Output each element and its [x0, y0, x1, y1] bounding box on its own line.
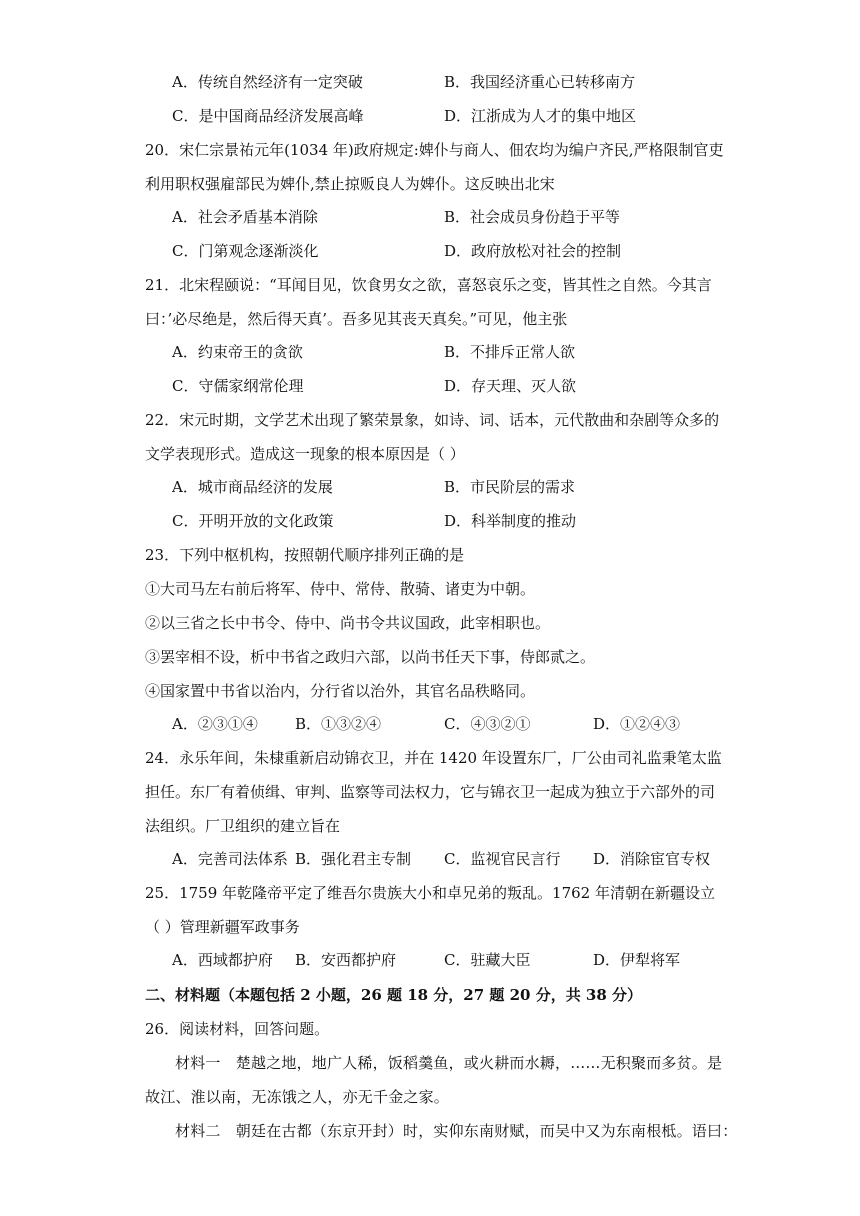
q24-option-a: A．完善司法体系 — [172, 850, 288, 868]
q21-option-c: C．守儒家纲常伦理 — [172, 377, 304, 395]
q20-stem-line-1: 20．宋仁宗景祐元年(1034 年)政府规定:婢仆与商人、佃农均为编户齐民,严格限制官吏 — [145, 141, 724, 159]
q20-option-b: B．社会成员身份趋于平等 — [444, 208, 621, 226]
q19-option-a: A．传统自然经济有一定突破 — [172, 73, 363, 91]
q22-option-d: D．科举制度的推动 — [444, 512, 577, 530]
q24-stem-line-3: 法组织。厂卫组织的建立旨在 — [145, 817, 341, 835]
q21-stem-line-2: 曰：’必尽绝是，然后得天真’。吾多见其丧天真矣。”可见，他主张 — [145, 310, 568, 328]
q20-option-a: A．社会矛盾基本消除 — [172, 208, 318, 226]
q19-option-d: D．江浙成为人才的集中地区 — [444, 107, 637, 125]
q25-stem-line-2: （ ）管理新疆军政事务 — [145, 918, 300, 936]
q23-item-1: ①大司马左右前后将军、侍中、常侍、散骑、诸吏为中朝。 — [145, 580, 536, 598]
q23-option-d: D．①②④③ — [593, 715, 681, 733]
q23-option-a: A．②③①④ — [172, 715, 258, 733]
q24-option-b: B．强化君主专制 — [295, 850, 412, 868]
q21-option-b: B．不排斥正常人欲 — [444, 343, 576, 361]
q21-stem-line-1: 21．北宋程颐说：“耳闻目见，饮食男女之欲，喜怒哀乐之变，皆其性之自然。今其言 — [145, 276, 712, 294]
q23-item-4: ④国家置中书省以治内，分行省以治外，其官名品秩略同。 — [145, 682, 536, 700]
q24-stem-line-1: 24．永乐年间，朱棣重新启动锦衣卫，并在 1420 年设置东厂，厂公由司礼监秉笔太监 — [145, 749, 722, 767]
q25-option-a: A．西域都护府 — [172, 951, 273, 969]
q22-option-c: C．开明开放的文化政策 — [172, 512, 334, 530]
q20-option-c: C．门第观念逐渐淡化 — [172, 242, 319, 260]
q26-material2-line-1: 材料二 朝廷在古都（东京开封）时，实仰东南财赋，而吴中又为东南根柢。语曰： — [175, 1122, 738, 1140]
q25-option-d: D．伊犁将军 — [593, 951, 681, 969]
q23-option-b: B．①③②④ — [295, 715, 382, 733]
section-heading: 二、材料题（本题包括 2 小题，26 题 18 分，27 题 20 分，共 38 分） — [145, 986, 643, 1004]
q25-option-b: B．安西都护府 — [295, 951, 397, 969]
q26-material1-line-2: 故江、淮以南，无冻饿之人，亦无千金之家。 — [145, 1088, 450, 1106]
q23-stem: 23．下列中枢机构，按照朝代顺序排列正确的是 — [145, 546, 465, 564]
q24-option-d: D．消除宦官专权 — [593, 850, 711, 868]
q26-material1-line-1: 材料一 楚越之地，地广人稀，饭稻羹鱼，或火耕而水耨，……无积聚而多贫。是 — [175, 1054, 723, 1072]
q22-option-b: B．市民阶层的需求 — [444, 478, 576, 496]
q23-item-3: ③罢宰相不设，析中书省之政归六部，以尚书任天下事，侍郎贰之。 — [145, 648, 596, 666]
q25-stem-line-1: 25．1759 年乾隆帝平定了维吾尔贵族大小和卓兄弟的叛乱。1762 年清朝在新疆设立 — [145, 884, 715, 902]
q24-stem-line-2: 担任。东厂有着侦缉、审判、监察等司法权力，它与锦衣卫一起成为独立于六部外的司 — [145, 783, 716, 801]
q25-option-c: C．驻藏大臣 — [444, 951, 531, 969]
q23-option-c: C．④③②① — [444, 715, 531, 733]
q21-option-d: D．存天理、灭人欲 — [444, 377, 577, 395]
q19-option-c: C．是中国商品经济发展高峰 — [172, 107, 364, 125]
q22-stem-line-1: 22．宋元时期，文学艺术出现了繁荣景象，如诗、词、话本，元代散曲和杂剧等众多的 — [145, 411, 720, 429]
q20-stem-line-2: 利用职权强雇部民为婢仆,禁止掠贩良人为婢仆。这反映出北宋 — [145, 175, 555, 193]
q23-item-2: ②以三省之长中书令、侍中、尚书令共议国政，此宰相职也。 — [145, 614, 551, 632]
q24-option-c: C．监视官民言行 — [444, 850, 561, 868]
q22-stem-line-2: 文学表现形式。造成这一现象的根本原因是（ ） — [145, 445, 465, 463]
q20-option-d: D．政府放松对社会的控制 — [444, 242, 622, 260]
q26-stem: 26．阅读材料，回答问题。 — [145, 1020, 330, 1038]
q22-option-a: A．城市商品经济的发展 — [172, 478, 333, 496]
q21-option-a: A．约束帝王的贪欲 — [172, 343, 303, 361]
q19-option-b: B．我国经济重心已转移南方 — [444, 73, 636, 91]
